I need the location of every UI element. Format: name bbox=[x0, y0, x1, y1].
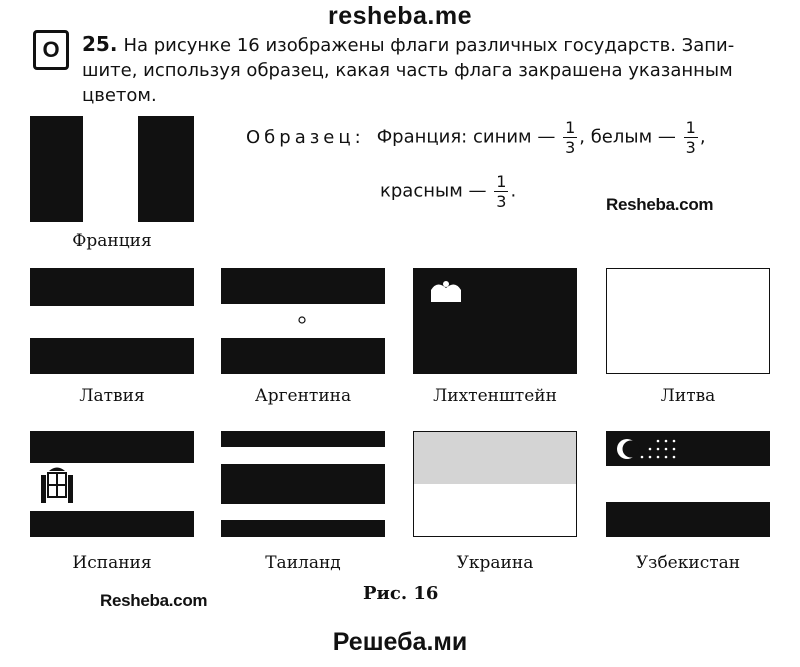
problem-number: 25. bbox=[82, 32, 118, 56]
problem-text-line2: шите, используя образец, какая часть флага закрашена указанным bbox=[82, 60, 733, 81]
sample-line1: Образец: Франция: синим — $\frac{1}{3}$ , белым — $\frac{1}{3}$ , bbox=[246, 118, 706, 157]
flag-spain bbox=[30, 431, 194, 537]
watermark-bottom: Resheba.com bbox=[100, 591, 208, 610]
sample-label: Образец: bbox=[246, 126, 365, 148]
sample-france-blue-text: Франция: синим — bbox=[376, 126, 556, 148]
flag-france bbox=[30, 116, 194, 222]
coat-of-arms-icon bbox=[40, 465, 74, 511]
sample-line2: красным — $\frac{1}{3}$ . bbox=[380, 172, 517, 211]
caption-lithuania: Литва bbox=[660, 386, 716, 406]
caption-uzbekistan: Узбекистан bbox=[635, 553, 741, 573]
problem-statement bbox=[82, 32, 782, 108]
fraction-blue: $\frac{1}{3}$ bbox=[565, 118, 576, 157]
flag-ukraine bbox=[413, 431, 577, 537]
flag-lithuania bbox=[606, 268, 770, 374]
problem-text-line3: цветом. bbox=[82, 85, 157, 106]
caption-argentina: Аргентина bbox=[254, 386, 352, 406]
flag-argentina bbox=[221, 268, 385, 374]
caption-latvia: Латвия bbox=[79, 386, 145, 406]
problem-text-line1: На рисунке 16 изображены флаги различных государств. Запи- bbox=[123, 35, 735, 56]
caption-thailand: Таиланд bbox=[265, 553, 341, 573]
watermark-top: Resheba.com bbox=[606, 195, 714, 214]
site-header: resheba.me bbox=[328, 2, 472, 30]
caption-spain: Испания bbox=[72, 553, 152, 573]
crescent-stars-icon bbox=[614, 436, 694, 462]
flag-thailand bbox=[221, 431, 385, 537]
fraction-white: $\frac{1}{3}$ bbox=[685, 118, 696, 157]
task-badge: O bbox=[33, 30, 69, 70]
flag-liechtenstein bbox=[413, 268, 577, 374]
caption-ukraine: Украина bbox=[456, 553, 534, 573]
sample-red-text: красным — bbox=[380, 180, 487, 202]
figure-caption: Рис. 16 bbox=[363, 583, 439, 604]
crown-icon bbox=[427, 278, 465, 306]
site-footer: Решеба.ми bbox=[332, 628, 468, 656]
sample-white-text: , белым — bbox=[579, 126, 676, 148]
fraction-red: $\frac{1}{3}$ bbox=[496, 172, 507, 211]
caption-liechtenstein: Лихтенштейн bbox=[433, 386, 557, 406]
flag-uzbekistan bbox=[606, 431, 770, 537]
caption-france: Франция bbox=[72, 231, 152, 251]
sun-icon bbox=[297, 316, 307, 324]
flag-latvia bbox=[30, 268, 194, 374]
